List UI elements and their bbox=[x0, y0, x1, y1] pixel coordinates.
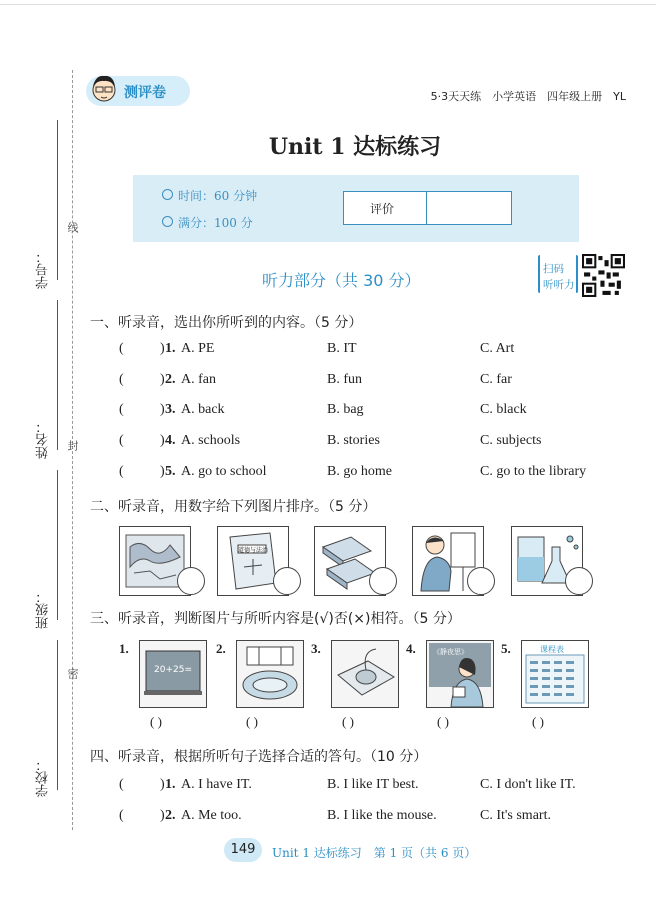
section2-answer-circle-2[interactable] bbox=[273, 567, 301, 595]
section4-question-2-number: 2. bbox=[165, 807, 176, 823]
section3-answer-3[interactable]: ( ) bbox=[342, 714, 354, 729]
section2-answer-circle-4[interactable] bbox=[467, 567, 495, 595]
section3-answer-4[interactable]: ( ) bbox=[437, 714, 449, 729]
law-book-label: 道德与法治 bbox=[238, 547, 269, 554]
section1-question-5-option-b[interactable]: B. go home bbox=[327, 463, 392, 479]
section1-question-1-number: 1. bbox=[165, 341, 176, 356]
timetable-title: 课程表 bbox=[540, 645, 564, 654]
section1-question-4-option-b[interactable]: B. stories bbox=[327, 433, 380, 449]
playground-picture bbox=[237, 641, 303, 707]
section4-question-2-option-a[interactable]: A. Me too. bbox=[181, 807, 242, 823]
section4-question-2-open-paren: ( bbox=[119, 807, 124, 823]
section1-question-5-number: 5. bbox=[165, 463, 176, 479]
full-score: 满分：100 分 bbox=[178, 216, 253, 230]
section1-question-4-close-paren: ) bbox=[160, 433, 165, 449]
section1-heading: 一、听录音，选出你所听到的内容。（5 分） bbox=[90, 315, 363, 331]
section1-question-2-open-paren: ( bbox=[119, 371, 124, 387]
section3-picture-5 bbox=[521, 640, 589, 708]
section2-answer-circle-5[interactable] bbox=[565, 567, 593, 595]
listening-section-title: 听力部分（共 30 分） bbox=[262, 271, 421, 290]
section3-number-5: 5. bbox=[501, 641, 511, 656]
section3-picture-2 bbox=[236, 640, 304, 708]
cut-seal-mark: 封 bbox=[66, 440, 79, 451]
section4-question-1-option-b[interactable]: B. I like IT best. bbox=[327, 777, 419, 792]
section1-question-1-close-paren: ) bbox=[160, 341, 165, 356]
section3-picture-4 bbox=[426, 640, 494, 708]
section4-question-1-option-a[interactable]: A. I have IT. bbox=[181, 777, 252, 792]
section1-question-4-option-c[interactable]: C. subjects bbox=[480, 433, 542, 449]
evaluation-label: 评价 bbox=[370, 202, 395, 216]
math-blackboard-text: 20+25= bbox=[154, 665, 192, 675]
section3-picture-3 bbox=[331, 640, 399, 708]
school-line bbox=[57, 640, 58, 790]
section4-question-1-open-paren: ( bbox=[119, 777, 124, 792]
section4-heading: 四、听录音，根据所听句子选择合适的答句。（10 分） bbox=[90, 749, 428, 765]
section3-heading: 三、听录音，判断图片与所听内容是(√)否(×)相符。（5 分） bbox=[90, 611, 461, 627]
name-line bbox=[57, 300, 58, 450]
section1-question-3-open-paren: ( bbox=[119, 402, 124, 418]
top-rule bbox=[0, 4, 656, 5]
name-label: 姓名： bbox=[36, 420, 51, 459]
section1-question-3-number: 3. bbox=[165, 402, 176, 418]
section3-answer-2[interactable]: ( ) bbox=[246, 714, 258, 729]
section3-number-4: 4. bbox=[406, 641, 416, 656]
section1-question-2-option-a[interactable]: A. fan bbox=[181, 371, 216, 387]
time-limit: 时间：60 分钟 bbox=[178, 189, 258, 203]
section1-question-5-open-paren: ( bbox=[119, 463, 124, 479]
section1-question-5-option-c[interactable]: C. go to the library bbox=[480, 463, 587, 479]
section1-question-1-open-paren: ( bbox=[119, 341, 124, 356]
section1-question-1-option-b[interactable]: B. IT bbox=[327, 341, 357, 356]
section4-question-2-option-b[interactable]: B. I like the mouse. bbox=[327, 807, 437, 823]
section2-answer-circle-1[interactable] bbox=[177, 567, 205, 595]
section1-question-2-option-b[interactable]: B. fun bbox=[327, 371, 362, 387]
page-title: Unit 1 达标练习 bbox=[268, 134, 442, 160]
section1-question-4-option-a[interactable]: A. schools bbox=[181, 433, 241, 449]
section3-answer-1[interactable]: ( ) bbox=[150, 714, 162, 729]
section1-question-4-number: 4. bbox=[165, 433, 176, 449]
class-label: 班级： bbox=[36, 590, 51, 629]
student-face-icon bbox=[90, 72, 118, 106]
section1-question-1-option-a[interactable]: A. PE bbox=[181, 341, 215, 356]
section2-heading: 二、听录音，用数字给下列图片排序。（5 分） bbox=[90, 499, 377, 515]
scan-label-2: 听听力 bbox=[543, 279, 575, 291]
cut-close-mark: 密 bbox=[66, 668, 79, 679]
page-number-badge bbox=[224, 838, 262, 862]
school-label: 学校： bbox=[36, 758, 51, 797]
book-series: 5·3天天练 小学英语 四年级上册 YL bbox=[430, 90, 626, 103]
section3-picture-1 bbox=[139, 640, 207, 708]
class-line bbox=[57, 470, 58, 620]
footer-text: Unit 1 达标练习 第 1 页（共 6 页） bbox=[272, 846, 477, 860]
student-no-label: 学号： bbox=[36, 250, 51, 289]
scan-label-1: 扫码 bbox=[543, 263, 564, 275]
section1-question-1-option-c[interactable]: C. Art bbox=[480, 341, 515, 356]
qr-code-icon[interactable] bbox=[582, 254, 625, 297]
computer-mouse-picture bbox=[332, 641, 398, 707]
check-icon bbox=[162, 216, 173, 227]
section3-answer-5[interactable]: ( ) bbox=[532, 714, 544, 729]
section4-question-1-close-paren: ) bbox=[160, 777, 165, 792]
evaluation-box[interactable] bbox=[343, 191, 512, 225]
section4-question-1-option-c[interactable]: C. I don't like IT. bbox=[480, 777, 576, 792]
section2-answer-circle-3[interactable] bbox=[369, 567, 397, 595]
section1-question-2-close-paren: ) bbox=[160, 371, 165, 387]
cut-line-mark: 线 bbox=[66, 222, 79, 233]
section4-question-2-close-paren: ) bbox=[160, 807, 165, 823]
section1-question-4-open-paren: ( bbox=[119, 433, 124, 449]
section1-question-2-option-c[interactable]: C. far bbox=[480, 371, 512, 387]
test-badge-label: 测评卷 bbox=[124, 85, 166, 101]
section1-question-5-close-paren: ) bbox=[160, 463, 165, 479]
section3-number-1: 1. bbox=[119, 641, 129, 656]
evaluation-divider bbox=[426, 191, 427, 225]
section1-question-2-number: 2. bbox=[165, 371, 176, 387]
section3-number-2: 2. bbox=[216, 641, 226, 656]
section3-number-3: 3. bbox=[311, 641, 321, 656]
clock-icon bbox=[162, 189, 173, 200]
teacher-board-text: 《静夜思》 bbox=[433, 648, 468, 656]
section4-question-1-number: 1. bbox=[165, 777, 176, 792]
section1-question-3-option-c[interactable]: C. black bbox=[480, 402, 527, 418]
section1-question-5-option-a[interactable]: A. go to school bbox=[181, 463, 267, 479]
section1-question-3-option-b[interactable]: B. bag bbox=[327, 402, 364, 418]
section1-question-3-close-paren: ) bbox=[160, 402, 165, 418]
section1-question-3-option-a[interactable]: A. back bbox=[181, 402, 225, 418]
section4-question-2-option-c[interactable]: C. It's smart. bbox=[480, 807, 551, 823]
page-number: 149 bbox=[230, 842, 256, 857]
